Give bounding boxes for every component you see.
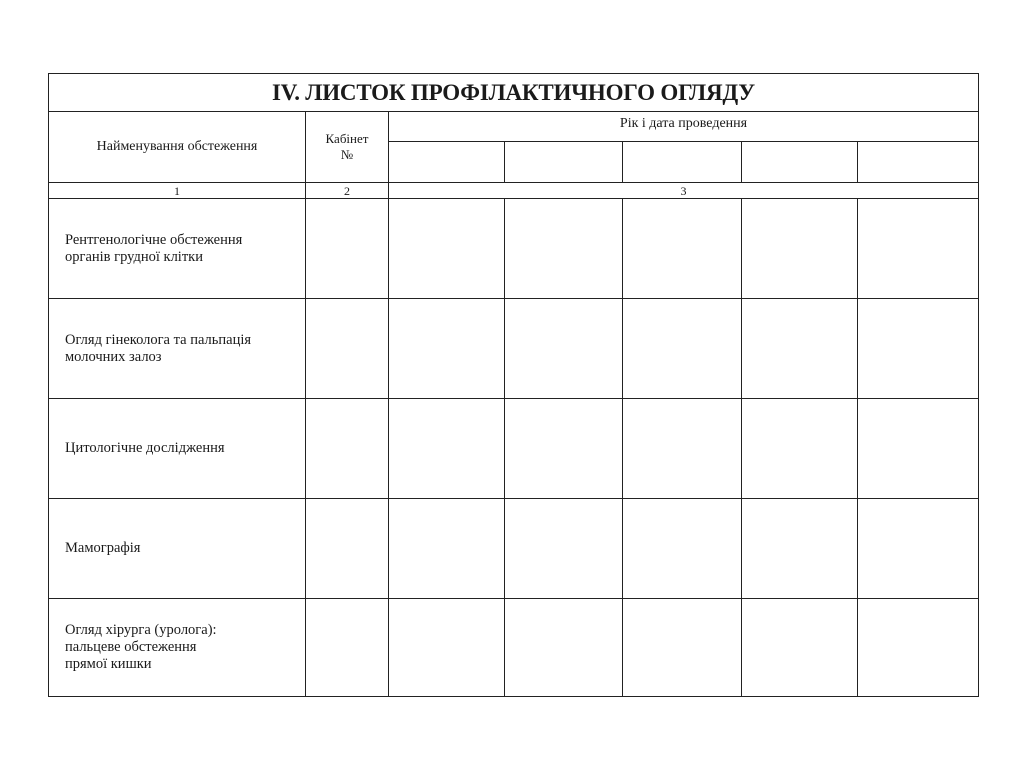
date-cell[interactable] <box>742 499 858 599</box>
date-cell[interactable] <box>623 599 742 697</box>
date-cell[interactable] <box>505 299 623 399</box>
header-exam-name: Найменування обстеження <box>49 112 306 183</box>
cabinet-cell[interactable] <box>306 299 389 399</box>
date-cell[interactable] <box>858 299 979 399</box>
row-label-mammography: Мамографія <box>49 499 306 599</box>
date-cell[interactable] <box>742 299 858 399</box>
cabinet-cell[interactable] <box>306 499 389 599</box>
date-cell[interactable] <box>505 599 623 697</box>
row-label-surgeon: Огляд хірурга (уролога): пальцеве обстеження прямої кишки <box>49 599 306 697</box>
preventive-exam-sheet <box>48 73 979 697</box>
title-row <box>49 74 979 112</box>
date-cell[interactable] <box>389 399 505 499</box>
table-row <box>49 599 979 697</box>
sheet-title: IV. ЛИСТОК ПРОФІЛАКТИЧНОГО ОГЛЯДУ <box>49 74 979 112</box>
row-label-chest-xray: Рентгенологічне обстеження органів грудної клітки <box>49 199 306 299</box>
table-row <box>49 299 979 399</box>
date-cell[interactable] <box>742 199 858 299</box>
date-cell[interactable] <box>623 399 742 499</box>
date-header-cell[interactable] <box>858 142 979 183</box>
date-cell[interactable] <box>742 399 858 499</box>
date-cell[interactable] <box>389 599 505 697</box>
date-cell[interactable] <box>389 199 505 299</box>
column-number-3: 3 <box>389 183 979 199</box>
date-cell[interactable] <box>742 599 858 697</box>
cabinet-cell[interactable] <box>306 399 389 499</box>
table-row <box>49 199 979 299</box>
date-header-cell[interactable] <box>742 142 858 183</box>
header-row <box>49 112 979 142</box>
table-row <box>49 499 979 599</box>
date-cell[interactable] <box>623 199 742 299</box>
date-cell[interactable] <box>389 499 505 599</box>
date-header-cell[interactable] <box>389 142 505 183</box>
row-label-gynecologist: Огляд гінеколога та пальпація молочних залоз <box>49 299 306 399</box>
date-header-cell[interactable] <box>623 142 742 183</box>
cabinet-cell[interactable] <box>306 199 389 299</box>
date-cell[interactable] <box>858 399 979 499</box>
date-cell[interactable] <box>858 199 979 299</box>
date-cell[interactable] <box>505 499 623 599</box>
header-cabinet <box>306 112 389 183</box>
header-cabinet-label: Кабінет <box>325 131 369 146</box>
column-number-row <box>49 183 979 199</box>
table-row <box>49 399 979 499</box>
date-cell[interactable] <box>389 299 505 399</box>
column-number-2: 2 <box>306 183 389 199</box>
date-header-cell[interactable] <box>505 142 623 183</box>
header-year-date: Рік і дата проведення <box>389 112 979 142</box>
date-cell[interactable] <box>858 499 979 599</box>
column-number-1: 1 <box>49 183 306 199</box>
date-cell[interactable] <box>858 599 979 697</box>
header-cabinet-number-sign: № <box>340 147 354 162</box>
date-cell[interactable] <box>623 299 742 399</box>
cabinet-cell[interactable] <box>306 599 389 697</box>
row-label-cytology: Цитологічне дослідження <box>49 399 306 499</box>
date-cell[interactable] <box>505 199 623 299</box>
date-cell[interactable] <box>505 399 623 499</box>
date-cell[interactable] <box>623 499 742 599</box>
